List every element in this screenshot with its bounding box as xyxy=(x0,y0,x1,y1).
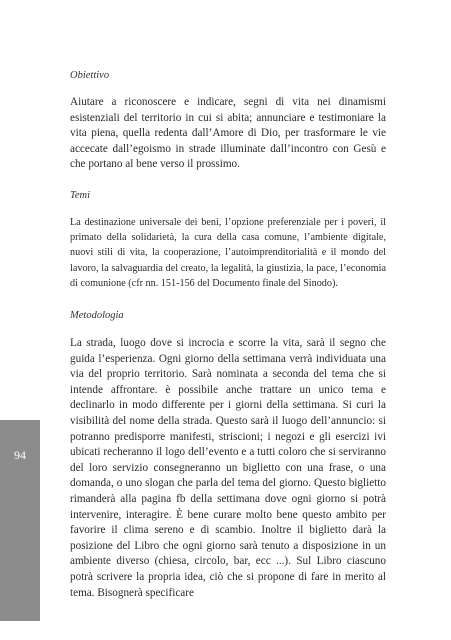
temi-text: La destinazione universale dei beni, l’opzione preferenziale per i poveri, il primato della solidarietà, la cura della casa comune, l’ambiente digitale, nuovi stili di vita, la cooperazione, l’autoimprenditorialità e il mondo del lavoro, la salvaguardia del creato, la legalità, la giustizia, la pace, l’economia di comunione (cfr nn. 151-156 del Documento finale del Sinodo). xyxy=(70,217,386,289)
obiettivo-text: Aiutare a riconoscere e indicare, segni di vita nei dinamismi esistenziali del territorio in cui si abita; annunciare e testimoniare la vita piena, quella redenta dall’Amore di Dio, per trasformare le vie accecate dall’egoismo in strade illuminate dall’incontro con Gesù e che portano al bene verso il prossimo. xyxy=(70,96,386,171)
metodologia-text: La strada, luogo dove si incrocia e scorre la vita, sarà il segno che guida l’esperienza. Ogni giorno della settimana verrà individuata una via del proprio territorio. Sarà nominata a seconda del tema che si intende affrontare. è possibile anche trattare un unico tema e declinarlo in modo differente per i giorni della settimana. Si curi la visibilità del nome della strada. Questo sarà il luogo dell’annuncio: si potranno predisporre manifesti, striscioni; i negozi e gli esercizi ivi ubicati recheranno il logo dell’evento e a tutti coloro che si serviranno del loro servizio consegneranno un biglietto con una frase, o una domanda, o uno slogan che parla del tema del giorno. Questo biglietto rimanderà alla pagina fb della settimana dove ogni giorno si potrà intervenire, interagire. È bene curare molto bene questo ambito per favorire il clima sereno e di scambio. Inoltre il biglietto darà la posizione del Libro che ogni giorno sarà tenuto a disposizione in un ambiente diverso (chiesa, circolo, bar, ecc ...). Sul Libro ciascuno potrà scrivere la propria idea, ciò che si propone di fare in merito al tema. Bisognerà specificare xyxy=(70,337,386,599)
paragraph-obiettivo xyxy=(70,95,386,173)
heading-temi: Temi xyxy=(70,190,91,201)
paragraph-metodologia xyxy=(70,336,386,601)
heading-obiettivo: Obiettivo xyxy=(70,70,110,81)
page-number: 94 xyxy=(14,448,26,462)
heading-metodologia: Metodologia xyxy=(70,310,124,321)
paragraph-temi xyxy=(70,215,386,291)
